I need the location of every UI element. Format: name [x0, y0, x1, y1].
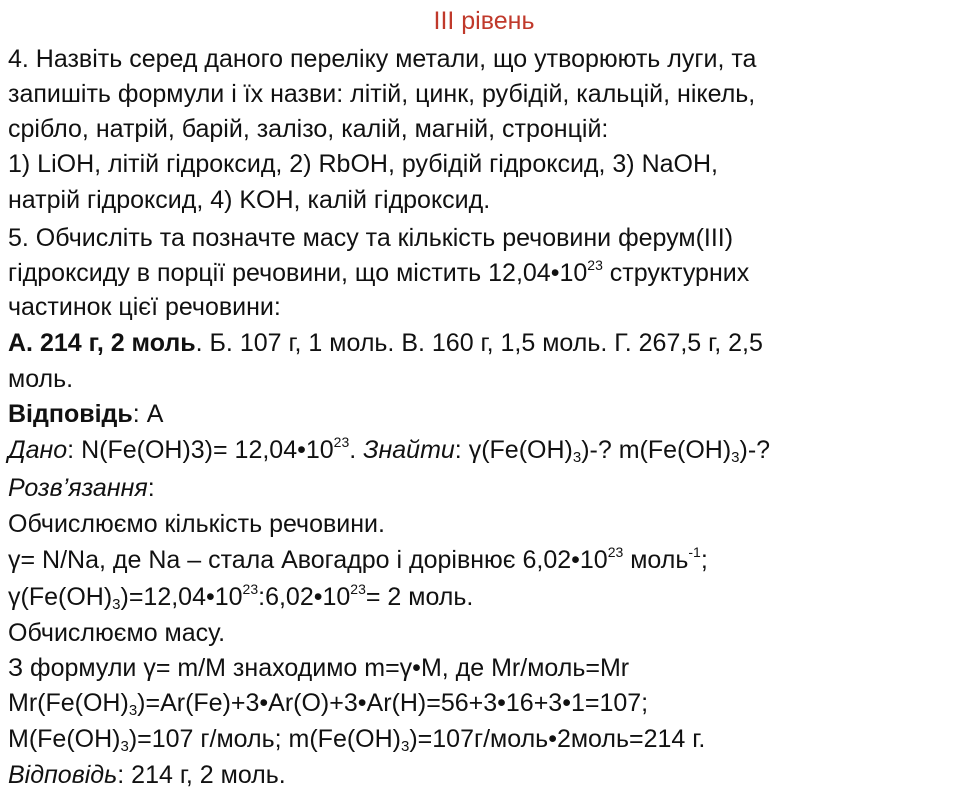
avogadro-formula: γ= N/Na, де Na – стала Авогадро і дорівнює $6,02•10^{23}$ моль$^{-1}$;: [8, 544, 708, 574]
task5-options: А. 214 г, 2 моль. Б. 107 г, 1 моль. В. 160 г, 1,5 моль. Г. 267,5 г, 2,5: [8, 329, 763, 357]
task4-answer2: натрій гідроксид, 4) KOH, калій гідроксид.: [8, 186, 491, 214]
task5-line3: частинок цієї речовини:: [8, 293, 281, 321]
task4-line3: срібло, натрій, барій, залізо, калій, магній, стронцій:: [8, 115, 609, 143]
step-mass: Обчислюємо масу.: [8, 619, 226, 647]
amount-calculation: $\gamma(Fe(OH)_3)=12,04•10^{23}:6,02•10^{23}= 2$ моль.: [8, 581, 474, 613]
task4-answer1: 1) LiOH, літій гідроксид, 2) RbOH, рубідій гідроксид, 3) NaOH,: [8, 150, 718, 178]
step-amount: Обчислюємо кількість речовини.: [8, 510, 385, 538]
task5-options-wrap: моль.: [8, 365, 74, 393]
task5-line2: гідроксиду в порції речовини, що містить $12,04•10^{23}$ структурних: [8, 257, 750, 287]
task4-line1: 4. Назвіть серед даного переліку метали, що утворюють луги, та: [8, 45, 757, 73]
task4-line2: запишіть формули і їх назви: літій, цинк, рубідій, кальцій, нікель,: [8, 80, 756, 108]
page-title: III рівень: [433, 7, 535, 35]
molar-mass-calc: $Mr(Fe(OH)_3)=Ar(Fe)+3•Ar(O)+3•Ar(H)=56+3•16+3•1=107$;: [8, 689, 649, 719]
task5-answer: Відповідь: А: [8, 400, 164, 428]
mass-formula: З формули γ= m/M знаходимо m=γ•M, де Mr/моль=Mr: [8, 654, 630, 682]
final-answer: Відповідь: 214 г, 2 моль.: [8, 761, 286, 789]
task5-line1: 5. Обчисліть та позначте масу та кількість речовини ферум(III): [8, 224, 734, 252]
solution-heading: Розв’язання:: [8, 474, 155, 502]
correct-option: А. 214 г, 2 моль: [8, 329, 196, 357]
mass-calc: $M(Fe(OH)_3)=107$ г/моль; $m(Fe(OH)_3)=107г/моль•2моль=214$ г.: [8, 725, 706, 755]
given-line: Дано: $N(Fe(OH)3)= 12,04•10^{23}$. Знайти: $\gamma(Fe(OH)_3)-$? $m(Fe(OH)_3)-$?: [8, 434, 771, 466]
